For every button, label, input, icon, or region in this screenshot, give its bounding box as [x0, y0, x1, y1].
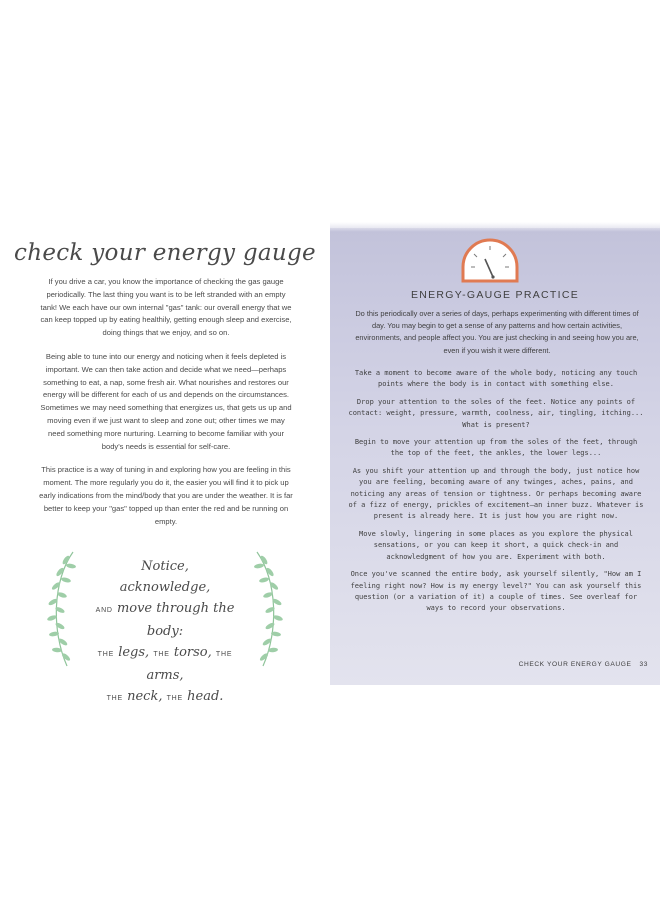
quote-the-legs: THE: [97, 651, 115, 658]
paragraph-1: If you drive a car, you know the importance of checking the gas gauge periodically. The last thing you want is to be left stranded with an empty tank! We each have our own internal "gas" tank: our overall energy that we can keep topped up by eating healthily, getting enough sleep and exercise, doing things that we enjoy, and so on.: [40, 277, 292, 338]
practice-step: Drop your attention to the soles of the feet. Notice any points of contact: weight, pressure, warmth, coolness, air, tingling, itching... What is present?: [348, 397, 644, 429]
left-body-text: [38, 276, 294, 539]
quote-line-5: [79, 686, 251, 709]
laurel-left-icon: [45, 550, 79, 668]
quote-line-1: Notice,: [141, 559, 189, 574]
quote-text: [79, 556, 251, 709]
quote-arms: arms,: [146, 668, 184, 683]
practice-step: Take a moment to become aware of the whole body, noticing any touch points where the body is in contact with something else.: [354, 369, 638, 389]
practice-step: As you shift your attention up and through the body, just notice how you are feeling, becoming aware of any twinges, aches, pains, and noticing any areas of tension or tightness. Or perhaps becoming aware of a fizz of energy, prickles of excitement—an inner buzz. Whatever is present is already here. It is just how you are right now.: [348, 466, 644, 521]
practice-step: Move slowly, lingering in some places as you explore the physical sensations, or you can keep it short, a quick check-in and acknowledgment of how you are. Experiment with both.: [359, 529, 633, 561]
page-number: 33: [639, 661, 648, 668]
laurel-right-icon: [251, 550, 285, 668]
quote-legs: legs,: [118, 645, 150, 660]
page-footer: [519, 661, 648, 668]
footer-title: CHECK YOUR ENERGY GAUGE: [518, 661, 632, 668]
paragraph-2: Being able to tune into our energy and noticing when it feels depleted is important. We can then take action and decide what we need—perhaps something to eat, a nap, some fresh air. What nourishes and restores our energy will be different for each of us and depends on the circumstances. Sometimes we may need something that energizes us, that gets us up and moving even if we just want to sleep and zone out; other times we may need something more nurturing. Learning to become familiar with your body's needs is essential for self-care.: [40, 351, 292, 451]
page-heading: check your energy gauge: [14, 240, 316, 266]
quote-head: head.: [187, 689, 224, 704]
right-page: [330, 0, 660, 904]
quote-line-2: acknowledge,: [119, 580, 211, 595]
practice-step: Begin to move your attention up from the soles of the feet, through the top of the feet, the ankles, the lower legs...: [354, 438, 638, 458]
quote-block: [45, 550, 285, 704]
quote-line-3: [79, 598, 251, 642]
quote-move-text: move through the body:: [116, 601, 235, 639]
practice-intro: Do this periodically over a series of days, perhaps experimenting with different times of day. You may begin to get a sense of any patterns and how certain activities, environments, and people affect you. You are just checking in and seeing how you are, even if you wish it were different.: [355, 309, 639, 355]
quote-neck: neck,: [127, 689, 163, 704]
gauge-icon: [457, 237, 523, 283]
practice-step: Once you've scanned the entire body, ask yourself silently, "How am I feeling right now? How is my energy level?" You can ask yourself this question (or a variation of it) a couple of times. See overleaf for ways to record your observations.: [350, 570, 642, 613]
quote-the-neck: THE: [106, 695, 123, 702]
quote-the-torso: THE: [153, 651, 170, 658]
paragraph-3: This practice is a way of tuning in and exploring how you are feeling in this moment. The more regularly you do it, the easier you will find it to pick up early indications from the mind/body that you are under the weather. It is far better to keep your "gas" topped up than enter the red and be running on empty.: [39, 465, 293, 526]
practice-title: ENERGY-GAUGE PRACTICE: [410, 289, 580, 301]
practice-steps: [348, 368, 644, 621]
quote-the-arms: THE: [215, 651, 233, 658]
quote-the-head: THE: [166, 695, 184, 702]
quote-and: AND: [95, 607, 113, 614]
quote-torso: torso,: [173, 645, 212, 660]
quote-line-4: [79, 642, 251, 686]
